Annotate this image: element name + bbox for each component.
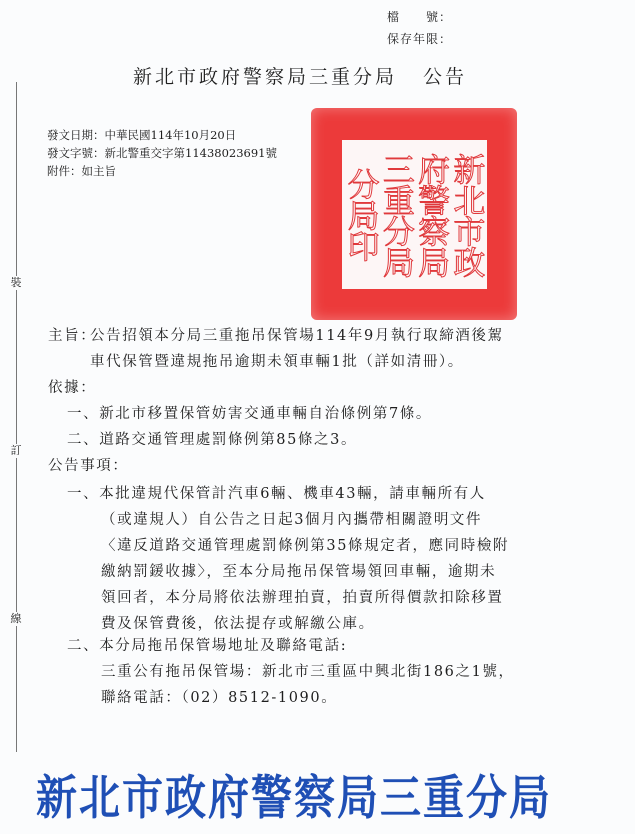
agency-name: 新北市政府警察局三重分局 xyxy=(132,66,397,88)
binding-line xyxy=(16,82,17,752)
reference-number: 發文字號：新北警重交字第11438023691號 xyxy=(47,146,277,160)
notice-item-2-line-2: 三重公有拖吊保管場：新北市三重區中興北街186之1號， xyxy=(101,664,515,680)
notice-label: 公告事項： xyxy=(48,458,129,474)
attachment: 附件：如主旨 xyxy=(47,164,116,178)
basis-item-2: 二、道路交通管理處罰條例第85條之3。 xyxy=(67,432,358,448)
basis-item-1: 一、新北市移置保管妨害交通車輛自治條例第7條。 xyxy=(67,406,433,422)
seal-column: 府警察局 xyxy=(413,152,452,277)
official-seal xyxy=(311,108,517,320)
notice-item-2-line-1: 二、本分局拖吊保管場地址及聯絡電話: xyxy=(67,638,348,654)
subject-label: 主旨： xyxy=(48,328,97,344)
subject-line-1: 公告招領本分局三重拖吊保管場114年9月執行取締酒後駕 xyxy=(90,328,504,344)
agency-stamp: 新北市政府警察局三重分局 xyxy=(36,770,552,826)
seal-column: 三重分局 xyxy=(377,152,416,277)
notice-item-1-line-4: 繳納罰鍰收據〉，至本分局拖吊保管場領回車輛，逾期未 xyxy=(101,564,497,580)
issue-info xyxy=(47,126,277,180)
basis-label: 依據： xyxy=(48,380,97,396)
seal-inner xyxy=(342,140,487,289)
file-number-label: 檔 號： xyxy=(387,10,453,24)
retention-period-label: 保存年限： xyxy=(387,32,453,46)
notice-item-1-line-1: 一、本批違規代保管計汽車6輛、機車43輛，請車輛所有人 xyxy=(67,486,486,502)
binding-mark-2: 訂 xyxy=(8,444,24,458)
notice-item-2-line-3: 聯絡電話：（02）8512-1090。 xyxy=(101,690,338,706)
subject-line-2: 車代保管暨違規拖吊逾期未領車輛1批（詳如清冊）。 xyxy=(90,354,464,370)
issue-date: 發文日期：中華民國114年10月20日 xyxy=(47,128,237,142)
notice-item-1-line-6: 費及保管費後，依法提存或解繳公庫。 xyxy=(101,616,375,632)
document-type: 公告 xyxy=(423,66,468,88)
notice-item-1-line-5: 領回者，本分局將依法辦理拍賣，拍賣所得價款扣除移置 xyxy=(101,590,504,606)
seal-column: 分局印 xyxy=(342,168,381,261)
notice-item-1-line-3: 〈違反道路交通管理處罰條例第35條規定者，應同時檢附 xyxy=(101,538,510,554)
binding-mark-1: 裝 xyxy=(8,276,24,290)
page-title xyxy=(0,62,600,89)
notice-item-1-line-2: （或違規人）自公告之日起3個月內攜帶相關證明文件 xyxy=(101,512,483,528)
seal-column: 新北市政 xyxy=(448,152,487,277)
binding-mark-3: 線 xyxy=(8,612,24,626)
